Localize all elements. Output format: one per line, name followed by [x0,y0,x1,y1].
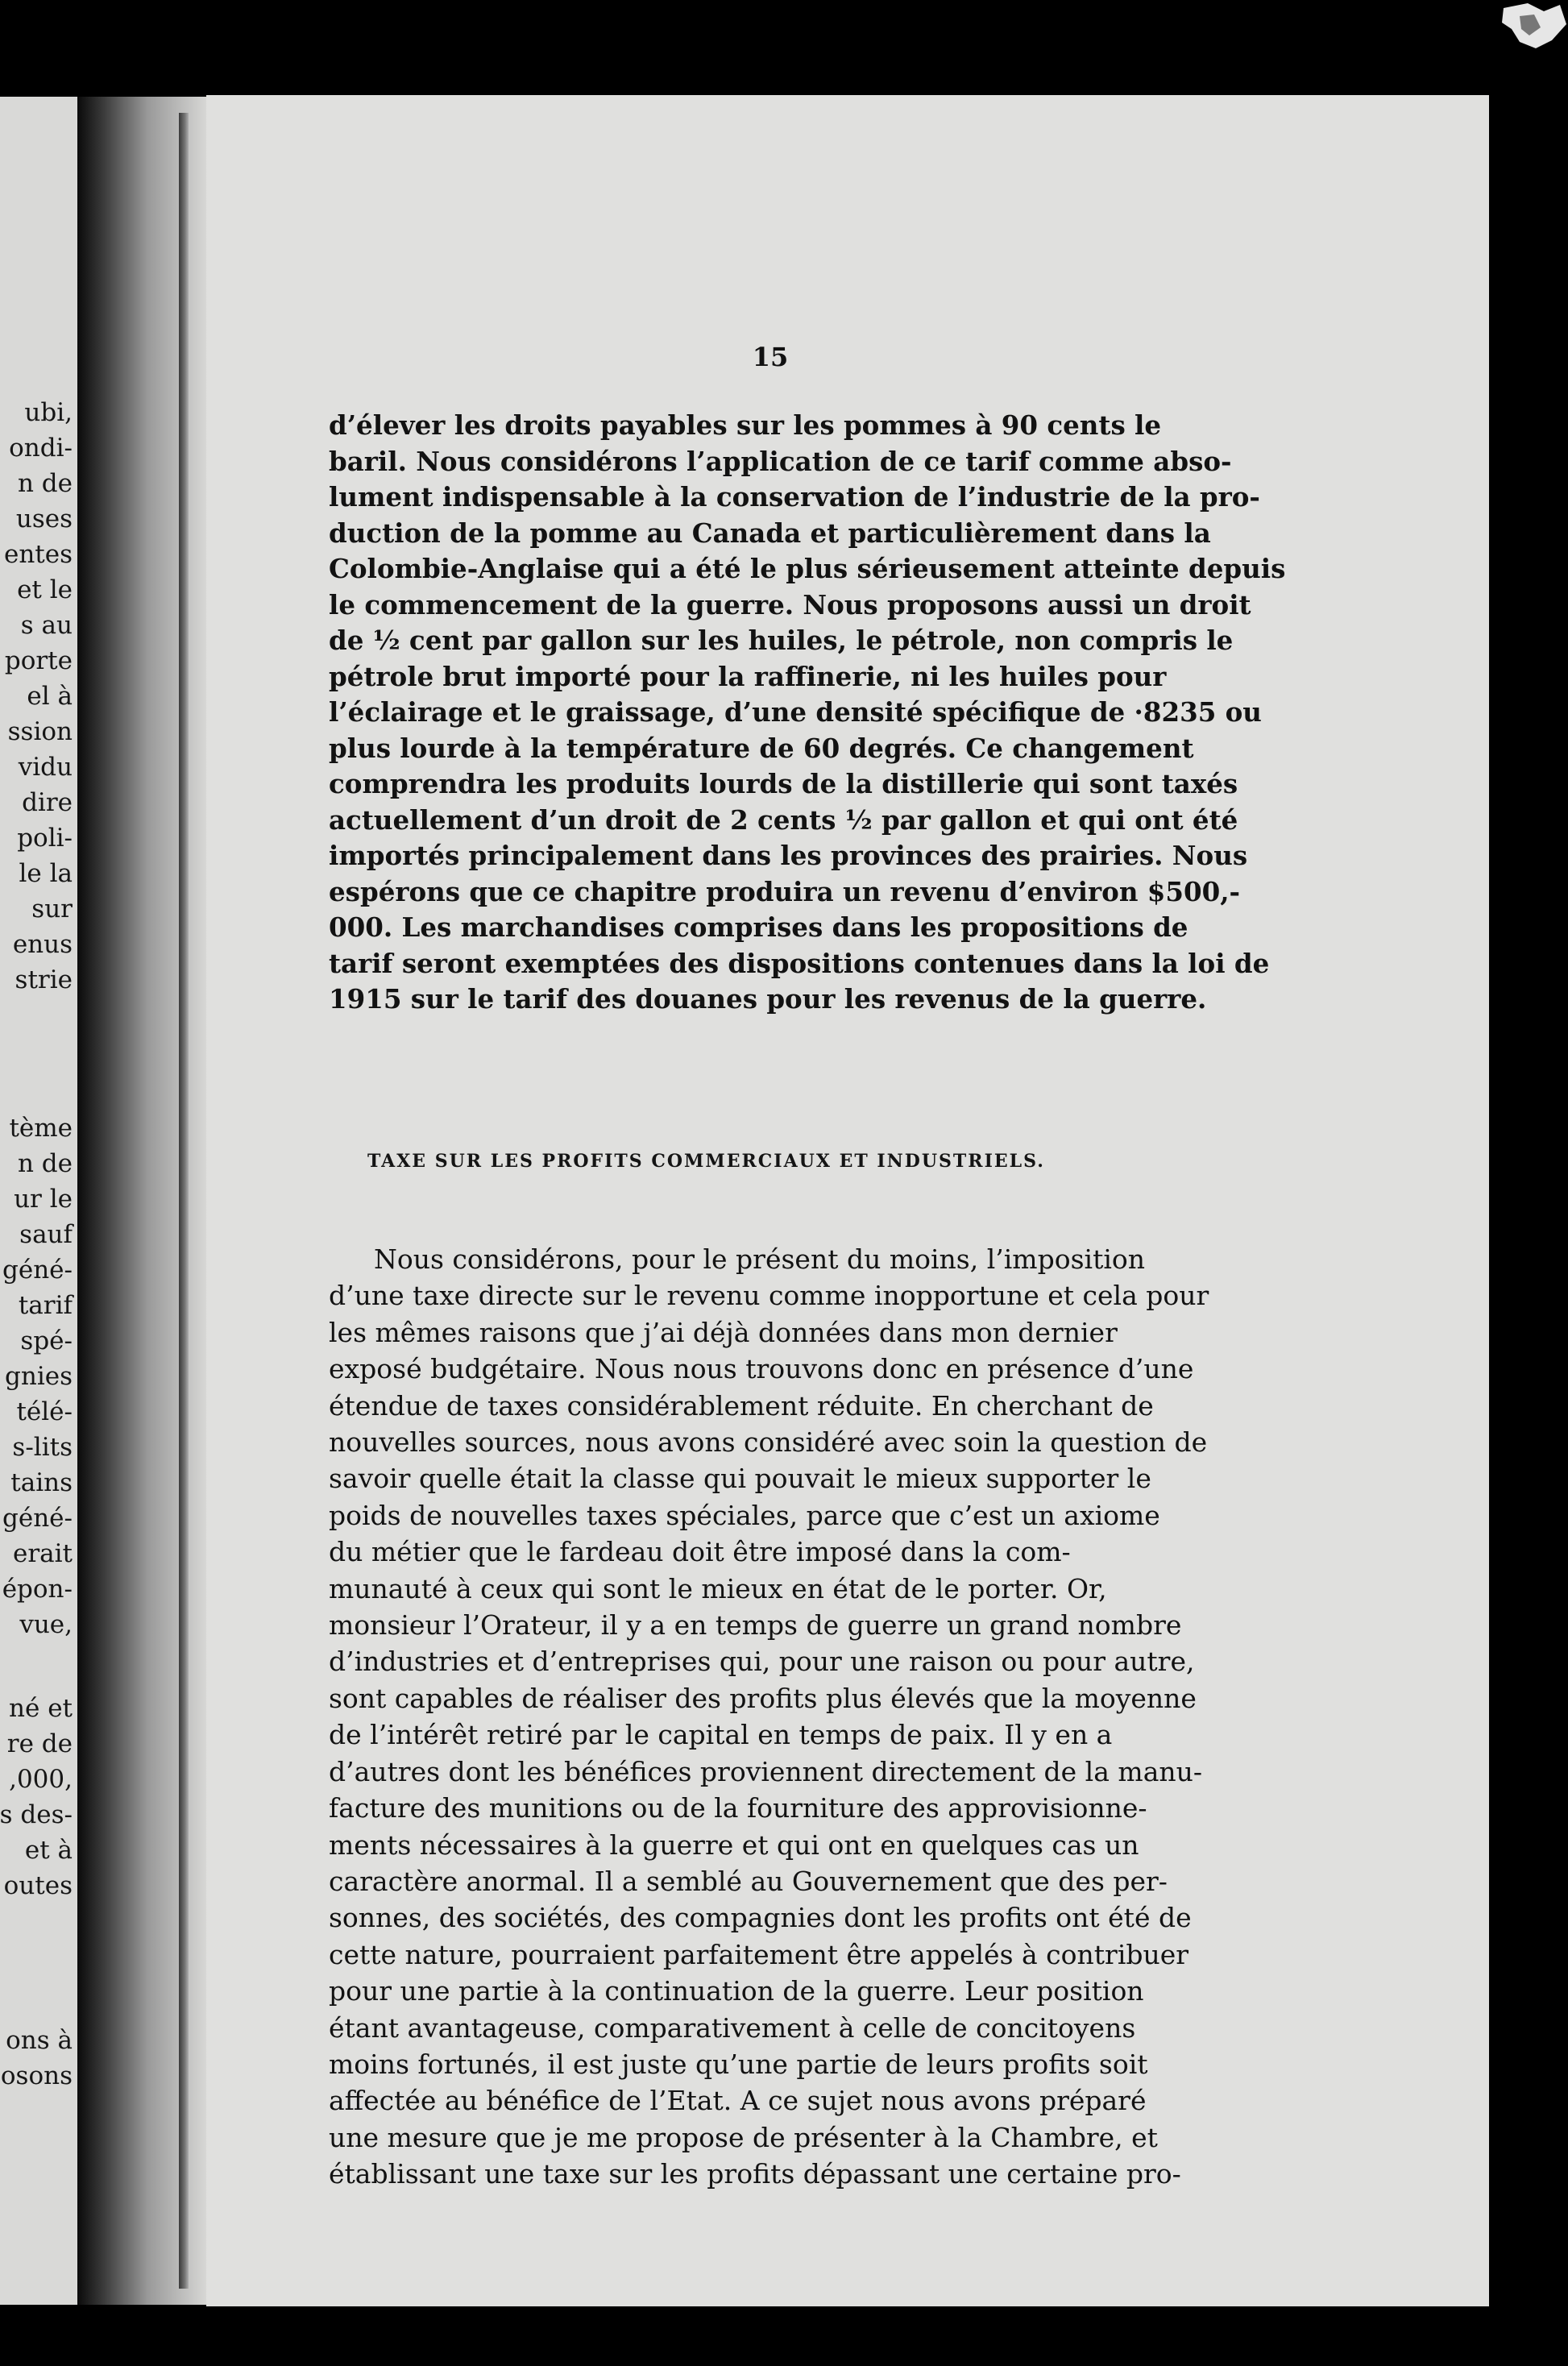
left-page-margin [0,97,77,2305]
text-line: moins fortunés, il est juste qu’une partie de leurs profits soit [329,2048,1148,2080]
text-line: le commencement de la guerre. Nous proposons aussi un droit [329,588,1251,621]
text-line: importés principalement dans les provinces des prairies. Nous [329,840,1248,871]
left-fragment: vue, [19,1610,73,1639]
left-fragment: s-lits [12,1433,73,1462]
text-line: de l’intérêt retiré par le capital en temps de paix. Il y en a [329,1719,1113,1751]
text-line: actuellement d’un droit de 2 cents ½ par gallon et qui ont été [329,803,1238,836]
left-fragment: ssion [7,717,73,746]
text-line: exposé budgétaire. Nous nous trouvons donc en présence d’une [329,1353,1194,1385]
scan-corner-mark [1471,0,1568,56]
text-line: nouvelles sources, nous avons considéré avec soin la question de [329,1426,1208,1459]
left-fragment: épon- [2,1575,73,1604]
left-fragment: sauf [19,1220,73,1249]
text-line: l’éclairage et le graissage, d’une densité spécifique de ·8235 ou [329,696,1262,728]
left-fragment: osons [0,2061,73,2090]
text-line: tarif seront exemptées des dispositions contenues dans la loi de [329,947,1270,979]
left-fragment: et le [17,575,73,604]
text-line: monsieur l’Orateur, il y a en temps de guerre un grand nombre [329,1609,1182,1642]
text-line: affectée au bénéfice de l’Etat. A ce sujet nous avons préparé [329,2085,1147,2117]
left-fragment: uses [15,504,73,533]
left-fragment: géné- [2,1504,73,1533]
left-fragment: tarif [18,1291,73,1320]
left-fragment: ubi, [24,398,73,427]
left-fragment: le la [19,859,73,888]
text-line: Nous considérons, pour le présent du moins, l’imposition [374,1243,1146,1275]
left-fragment: tains [10,1468,73,1497]
text-line: sonnes, des sociétés, des compagnies dont les profits ont été de [329,1902,1192,1934]
text-line: caractère anormal. Il a semblé au Gouvernement que des per- [329,1865,1168,1897]
text-line: comprendra les produits lourds de la distillerie qui sont taxés [329,768,1238,799]
main-page [206,95,1489,2306]
left-fragment: enus [12,930,73,959]
text-line: espérons que ce chapitre produira un revenu d’environ $500,- [329,875,1241,907]
left-fragment: ons à [6,2026,73,2055]
text-line: d’une taxe directe sur le revenu comme inopportune et cela pour [329,1280,1209,1312]
left-fragment: n de [17,469,73,498]
left-fragment: né et [9,1694,73,1723]
text-line: établissant une taxe sur les profits dépassant une certaine pro- [329,2158,1181,2190]
text-line: étendue de taxes considérablement réduite. En cherchant de [329,1389,1154,1422]
binding-shadow-line [179,113,189,2289]
left-fragment: gnies [5,1362,73,1391]
text-line: savoir quelle était la classe qui pouvait le mieux supporter le [329,1463,1151,1495]
left-fragment: s au [20,611,73,640]
text-line: poids de nouvelles taxes spéciales, parce que c’est un axiome [329,1499,1160,1531]
left-fragment: ur le [14,1185,73,1214]
left-fragment: spé- [20,1326,73,1355]
text-line: d’autres dont les bénéfices proviennent directement de la manu- [329,1755,1203,1787]
text-line: cette nature, pourraient parfaitement être appelés à contribuer [329,1938,1189,1970]
left-fragment: el à [27,682,73,711]
text-line: du métier que le fardeau doit être imposé dans la com- [329,1536,1071,1568]
left-fragment: ,000, [9,1765,73,1794]
text-line: les mêmes raisons que j’ai déjà données dans mon dernier [329,1316,1118,1348]
left-fragment: géné- [2,1256,73,1285]
text-line: lument indispensable à la conservation de l’industrie de la pro- [329,481,1260,513]
page-number: 15 [752,342,789,372]
text-line: pour une partie à la continuation de la guerre. Leur position [329,1975,1144,2007]
text-line: duction de la pomme au Canada et particulièrement dans la [329,517,1211,549]
paragraph-2 [329,1241,1254,2193]
left-fragment: s des- [0,1800,73,1829]
text-line: une mesure que je me propose de présenter à la Chambre, et [329,2121,1158,2153]
text-line: baril. Nous considérons l’application de ce tarif comme abso- [329,445,1232,477]
left-fragment: ondi- [9,434,73,463]
text-line: facture des munitions ou de la fourniture des approvisionne- [329,1792,1147,1824]
text-line: plus lourde à la température de 60 degrés. Ce changement [329,732,1194,764]
left-fragment: et à [24,1836,73,1865]
text-line: étant avantageuse, comparativement à celle de concitoyens [329,2011,1136,2044]
text-line: d’industries et d’entreprises qui, pour une raison ou pour autre, [329,1646,1195,1678]
text-line: d’élever les droits payables sur les pommes à 90 cents le [329,409,1162,441]
left-fragment: porte [4,646,73,675]
text-line: sont capables de réaliser des profits plus élevés que la moyenne [329,1682,1197,1714]
left-fragment: vidu [18,753,73,782]
left-fragment: tème [9,1114,73,1143]
left-fragment: erait [12,1539,73,1568]
left-fragment: n de [17,1149,73,1178]
text-line: 000. Les marchandises comprises dans les propositions de [329,911,1188,943]
paragraph-1 [329,408,1286,1018]
left-fragment: strie [15,965,73,994]
left-fragment: re de [6,1729,73,1758]
left-fragment: sur [31,895,73,924]
left-fragment: télé- [16,1397,73,1426]
text-line: ments nécessaires à la guerre et qui ont en quelques cas un [329,1828,1139,1861]
text-line: de ½ cent par gallon sur les huiles, le pétrole, non compris le [329,625,1234,656]
text-line: pétrole brut importé pour la raffinerie, ni les huiles pour [329,660,1167,692]
left-fragment: poli- [17,824,73,853]
text-line: 1915 sur le tarif des douanes pour les revenus de la guerre. [329,983,1207,1015]
left-fragment: dire [22,788,73,817]
left-fragment: outes [3,1871,73,1900]
text-line: munauté à ceux qui sont le mieux en état de le porter. Or, [329,1572,1107,1604]
left-fragment: entes [3,540,73,569]
section-heading: TAXE SUR LES PROFITS COMMERCIAUX ET INDUSTRIELS. [367,1151,1045,1172]
text-line: Colombie-Anglaise qui a été le plus sérieusement atteinte depuis [329,553,1286,584]
